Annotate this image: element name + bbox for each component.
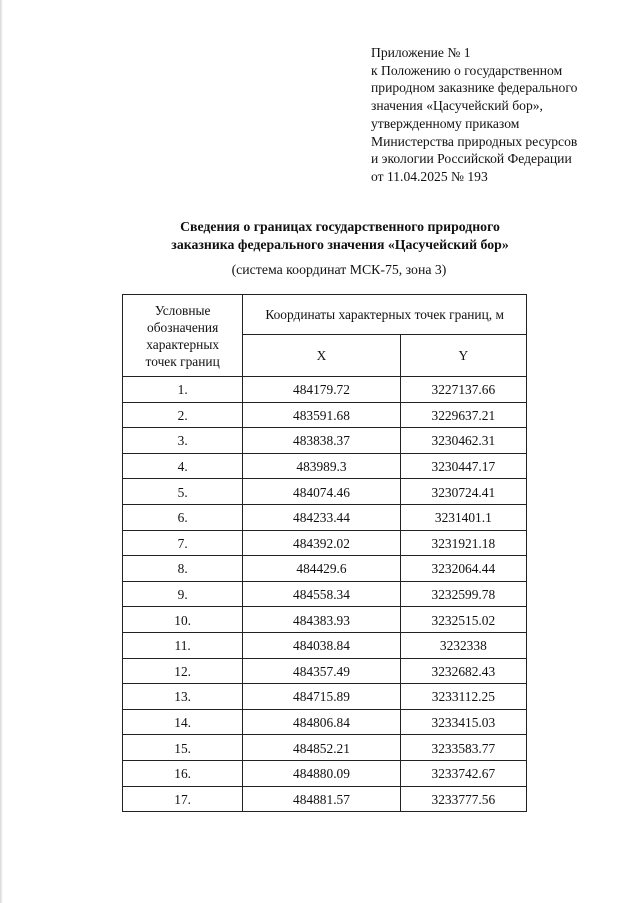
table-row [123, 786, 527, 812]
point-number-cell: 6. [123, 504, 243, 530]
point-number-cell: 14. [123, 709, 243, 735]
x-coordinate-cell: 484558.34 [243, 581, 400, 607]
point-number-cell: 1. [123, 377, 243, 403]
table-row [123, 607, 527, 633]
y-coordinate-cell: 3230724.41 [400, 479, 526, 505]
header-coordinates-group: Координаты характерных точек границ, м [243, 295, 527, 335]
y-coordinate-cell: 3231401.1 [400, 504, 526, 530]
y-coordinate-cell: 3229637.21 [400, 402, 526, 428]
table-row [123, 377, 527, 403]
table-row [123, 581, 527, 607]
x-coordinate-cell: 484429.6 [243, 556, 400, 582]
point-number-cell: 13. [123, 684, 243, 710]
x-coordinate-cell: 484038.84 [243, 632, 400, 658]
x-coordinate-cell: 484074.46 [243, 479, 400, 505]
y-coordinate-cell: 3232064.44 [400, 556, 526, 582]
x-coordinate-cell: 484881.57 [243, 786, 400, 812]
y-coordinate-cell: 3233583.77 [400, 735, 526, 761]
table-row [123, 658, 527, 684]
x-coordinate-cell: 483989.3 [243, 453, 400, 479]
x-coordinate-cell: 483591.68 [243, 402, 400, 428]
table-row [123, 735, 527, 761]
appendix-line: Министерства природных ресурсов [371, 133, 578, 149]
x-coordinate-cell: 484179.72 [243, 377, 400, 403]
table-row [123, 632, 527, 658]
appendix-line: и экологии Российской Федерации [371, 151, 572, 167]
y-coordinate-cell: 3233112.25 [400, 684, 526, 710]
x-coordinate-cell: 484357.49 [243, 658, 400, 684]
point-number-cell: 8. [123, 556, 243, 582]
point-number-cell: 5. [123, 479, 243, 505]
x-coordinate-cell: 484806.84 [243, 709, 400, 735]
header-legend-line: точек границ [145, 353, 220, 369]
y-coordinate-cell: 3231921.18 [400, 530, 526, 556]
appendix-line: природном заказнике федерального [371, 80, 578, 96]
table-row [123, 530, 527, 556]
y-coordinate-cell: 3233415.03 [400, 709, 526, 735]
point-number-cell: 16. [123, 760, 243, 786]
appendix-line: Приложение № 1 [371, 45, 471, 60]
header-legend-line: Условные [154, 302, 211, 318]
point-number-cell: 7. [123, 530, 243, 556]
title-line-1: Сведения о границах государственного природного [180, 219, 500, 234]
y-coordinate-cell: 3232515.02 [400, 607, 526, 633]
document-title [0, 218, 640, 254]
x-coordinate-cell: 484392.02 [243, 530, 400, 556]
header-x: X [243, 335, 400, 377]
point-number-cell: 4. [123, 453, 243, 479]
point-number-cell: 17. [123, 786, 243, 812]
title-line-2: заказника федерального значения «Цасучейский бор» [171, 237, 509, 252]
table-row [123, 453, 527, 479]
y-coordinate-cell: 3233742.67 [400, 760, 526, 786]
appendix-line: к Положению о государственном [371, 62, 563, 78]
header-point-legend [123, 295, 243, 377]
coordinates-table [122, 294, 527, 812]
y-coordinate-cell: 3233777.56 [400, 786, 526, 812]
point-number-cell: 12. [123, 658, 243, 684]
table-row [123, 684, 527, 710]
appendix-line: от 11.04.2025 № 193 [371, 168, 488, 184]
appendix-line: утвержденному приказом [371, 115, 520, 131]
table-row [123, 709, 527, 735]
point-number-cell: 9. [123, 581, 243, 607]
point-number-cell: 10. [123, 607, 243, 633]
header-legend-line: обозначения [147, 319, 219, 335]
appendix-line: значения «Цасучейский бор», [371, 98, 543, 114]
y-coordinate-cell: 3232682.43 [400, 658, 526, 684]
y-coordinate-cell: 3230447.17 [400, 453, 526, 479]
table-row [123, 479, 527, 505]
x-coordinate-cell: 484233.44 [243, 504, 400, 530]
x-coordinate-cell: 484880.09 [243, 760, 400, 786]
x-coordinate-cell: 484852.21 [243, 735, 400, 761]
table-row [123, 556, 527, 582]
point-number-cell: 3. [123, 428, 243, 454]
coordinate-system-note: (система координат МСК-75, зона 3) [231, 262, 447, 277]
y-coordinate-cell: 3227137.66 [400, 377, 526, 403]
point-number-cell: 2. [123, 402, 243, 428]
y-coordinate-cell: 3230462.31 [400, 428, 526, 454]
y-coordinate-cell: 3232599.78 [400, 581, 526, 607]
header-legend-line: характерных [146, 336, 220, 352]
table-row [123, 760, 527, 786]
point-number-cell: 11. [123, 632, 243, 658]
y-coordinate-cell: 3232338 [400, 632, 526, 658]
x-coordinate-cell: 484715.89 [243, 684, 400, 710]
table-row [123, 402, 527, 428]
scan-edge-shadow [0, 0, 3, 903]
header-y: Y [400, 335, 526, 377]
x-coordinate-cell: 483838.37 [243, 428, 400, 454]
table-row [123, 504, 527, 530]
table-row [123, 428, 527, 454]
point-number-cell: 15. [123, 735, 243, 761]
appendix-header [371, 44, 577, 186]
x-coordinate-cell: 484383.93 [243, 607, 400, 633]
